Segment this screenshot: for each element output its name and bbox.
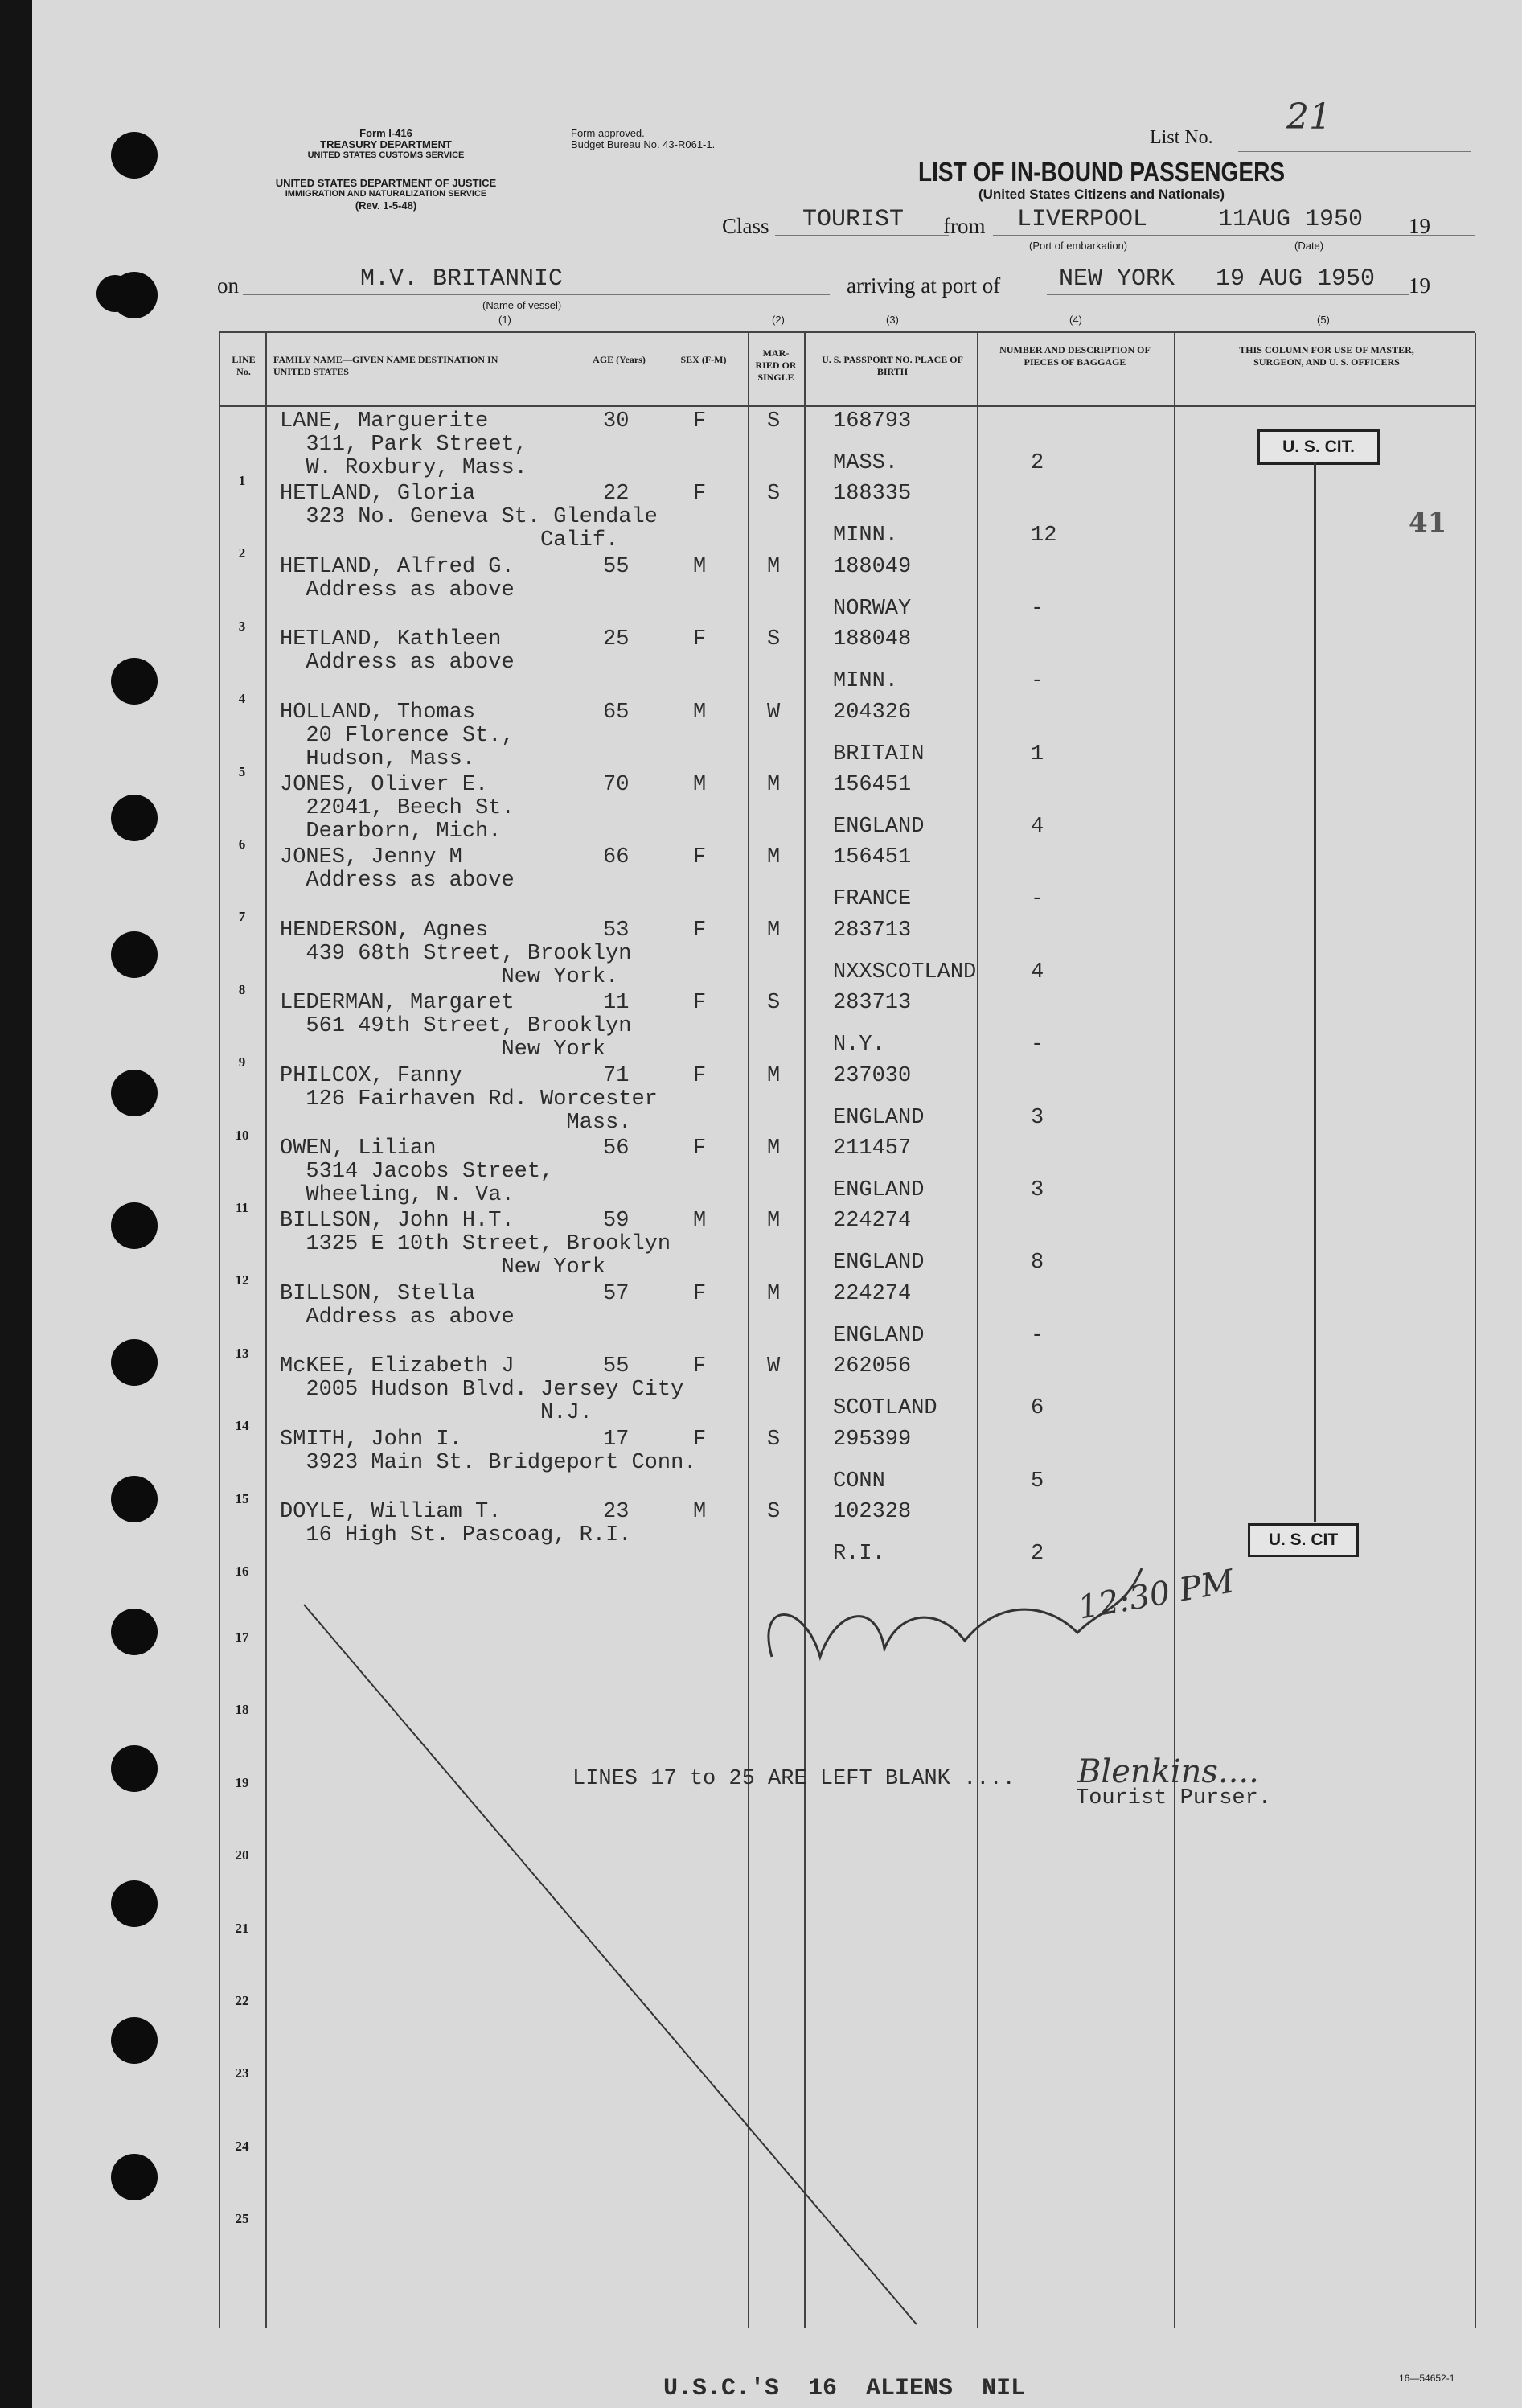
line-number: 5 (238, 763, 246, 779)
line-number: 21 (235, 1920, 249, 1936)
passenger-name: BILLSON, Stella Address as above (280, 1281, 515, 1329)
baggage-count: - (1031, 1033, 1044, 1058)
line-number: 14 (235, 1418, 249, 1434)
passenger-name: LANE, Marguerite 311, Park Street, W. Roxbury, Mass. (280, 409, 527, 480)
passenger-marital: S (767, 627, 781, 652)
header-married: MAR-RIED OR SINGLE (755, 347, 797, 383)
line-number: 19 (235, 1774, 249, 1790)
arriving-label: arriving at port of (847, 273, 1001, 298)
passenger-marital: M (767, 1136, 781, 1161)
passenger-age: 17 (603, 1427, 630, 1452)
place-of-birth: CONN (833, 1469, 885, 1494)
passenger-sex: F (693, 627, 707, 652)
baggage-count: 3 (1031, 1178, 1044, 1202)
line-number: 16 (235, 1564, 249, 1579)
baggage-count: 3 (1031, 1105, 1044, 1130)
dept-treasury: TREASURY DEPARTMENT (320, 138, 452, 150)
col-num-4: (4) (1069, 314, 1082, 326)
passport-number: 211457 (833, 1136, 912, 1161)
cancel-diagonal (32, 0, 1522, 2408)
dept-ins: IMMIGRATION AND NATURALIZATION SERVICE (285, 189, 487, 199)
passenger-age: 55 (603, 1354, 630, 1379)
dept-justice: UNITED STATES DEPARTMENT OF JUSTICE (275, 177, 497, 189)
passenger-age: 11 (603, 991, 630, 1016)
place-of-birth: NXXSCOTLAND (833, 960, 977, 984)
passenger-age: 25 (603, 627, 630, 652)
line-number: 24 (235, 2138, 249, 2154)
passport-number: 204326 (833, 700, 912, 725)
passenger-age: 23 (603, 1500, 630, 1524)
passenger-age: 71 (603, 1063, 630, 1088)
on-label: on (217, 273, 239, 298)
passport-number: 188335 (833, 482, 912, 507)
place-of-birth: MINN. (833, 524, 899, 549)
passenger-name: DOYLE, William T. 16 High St. Pascoag, R.I. (280, 1500, 632, 1547)
passenger-sex: F (693, 845, 707, 870)
passenger-sex: F (693, 1063, 707, 1088)
baggage-count: - (1031, 596, 1044, 621)
passenger-sex: F (693, 409, 707, 434)
passenger-sex: F (693, 1427, 707, 1452)
form-rev: (Rev. 1-5-48) (355, 199, 417, 212)
line-number: 13 (235, 1345, 249, 1361)
passenger-name: HETLAND, Gloria 323 No. Geneva St. Glendale Calif. (280, 482, 658, 553)
passport-number: 224274 (833, 1209, 912, 1234)
header-sex: SEX (F-M) (680, 354, 727, 365)
passenger-sex: F (693, 1354, 707, 1379)
from-year-suffix: 19 (1409, 214, 1430, 238)
line-number: 1 (238, 473, 246, 488)
manifest-sheet (32, 0, 1522, 2408)
passport-number: 188049 (833, 554, 912, 579)
list-subtitle: (United States Citizens and Nationals) (978, 187, 1225, 202)
form-id: Form I-416 (359, 127, 412, 139)
line-number: 8 (238, 981, 246, 997)
passenger-name: JONES, Jenny M Address as above (280, 845, 515, 894)
passenger-sex: F (693, 918, 707, 943)
from-port: LIVERPOOL (1017, 206, 1148, 233)
passenger-age: 66 (603, 845, 630, 870)
passport-number: 295399 (833, 1427, 912, 1452)
list-title: LIST OF IN-BOUND PASSENGERS (917, 157, 1286, 187)
passenger-sex: M (693, 554, 707, 579)
line-number: 7 (238, 909, 246, 925)
line-number: 18 (235, 1702, 249, 1718)
passenger-sex: M (693, 773, 707, 797)
place-of-birth: ENGLAND (833, 1178, 925, 1202)
passenger-age: 22 (603, 482, 630, 507)
passport-number: 102328 (833, 1500, 912, 1524)
passport-number: 283713 (833, 918, 912, 943)
from-date: 11AUG 1950 (1218, 206, 1364, 233)
passenger-marital: M (767, 773, 781, 797)
header-passport: U. S. PASSPORT NO. PLACE OF BIRTH (822, 354, 963, 377)
passenger-marital: M (767, 1281, 781, 1306)
passenger-age: 53 (603, 918, 630, 943)
passenger-name: JONES, Oliver E. 22041, Beech St. Dearborn, Mich. (280, 773, 515, 844)
passport-number: 237030 (833, 1063, 912, 1088)
place-of-birth: ENGLAND (833, 1251, 925, 1276)
line-number: 4 (238, 691, 246, 707)
header-name: FAMILY NAME—GIVEN NAME DESTINATION IN UNITED STATES (273, 354, 498, 377)
passport-number: 188048 (833, 627, 912, 652)
passenger-marital: M (767, 1063, 781, 1088)
passenger-name: OWEN, Lilian 5314 Jacobs Street, Wheeling, N. Va. (280, 1136, 554, 1207)
line-number: 23 (235, 2065, 249, 2081)
us-cit-stamp-bottom: U. S. CIT (1248, 1523, 1359, 1557)
baggage-count: 6 (1031, 1396, 1044, 1421)
side-number: 41 (1409, 507, 1447, 539)
line-number: 20 (235, 1847, 249, 1864)
col-num-3: (3) (886, 314, 899, 326)
baggage-count: 1 (1031, 742, 1044, 766)
passenger-name: HETLAND, Kathleen Address as above (280, 627, 515, 676)
place-of-birth: ENGLAND (833, 1323, 925, 1348)
baggage-count: 2 (1031, 1542, 1044, 1566)
form-code: 16—54652-1 (1399, 2373, 1455, 2384)
passenger-sex: M (693, 700, 707, 725)
passenger-name: BILLSON, John H.T. 1325 E 10th Street, Brooklyn New York (280, 1209, 671, 1280)
passenger-sex: F (693, 991, 707, 1016)
passenger-name: HENDERSON, Agnes 439 68th Street, Brooklyn New York. (280, 918, 632, 989)
passenger-age: 70 (603, 773, 630, 797)
passenger-age: 30 (603, 409, 630, 434)
passenger-marital: W (767, 700, 781, 725)
arrival-date: 19 AUG 1950 (1216, 265, 1376, 293)
form-approved: Form approved. (571, 127, 645, 139)
us-cit-stamp-top: U. S. CIT. (1257, 429, 1380, 465)
place-of-birth: BRITAIN (833, 742, 925, 766)
passport-number: 168793 (833, 409, 912, 434)
passenger-marital: S (767, 1427, 781, 1452)
header-line-no: LINE No. (232, 354, 256, 377)
baggage-count: 8 (1031, 1251, 1044, 1276)
line-number: 3 (238, 618, 246, 634)
passenger-sex: F (693, 1136, 707, 1161)
baggage-count: 4 (1031, 815, 1044, 839)
place-of-birth: ENGLAND (833, 1105, 925, 1130)
passenger-marital: S (767, 409, 781, 434)
port-embarkation-label: (Port of embarkation) (1029, 240, 1128, 252)
baggage-count: 2 (1031, 451, 1044, 475)
purser-title: Tourist Purser. (1076, 1786, 1272, 1810)
bottom-stamp: U.S.C.'S 16 ALIENS NIL (663, 2375, 1026, 2402)
passenger-sex: F (693, 482, 707, 507)
baggage-count: 12 (1031, 524, 1057, 549)
line-number: 9 (238, 1054, 246, 1070)
arrival-port: NEW YORK (1059, 265, 1175, 293)
passport-number: 224274 (833, 1281, 912, 1306)
passenger-age: 56 (603, 1136, 630, 1161)
place-of-birth: NORWAY (833, 596, 912, 621)
passenger-marital: M (767, 918, 781, 943)
list-no-label: List No. (1150, 127, 1213, 148)
passenger-sex: F (693, 1281, 707, 1306)
line-number: 15 (235, 1490, 249, 1506)
baggage-count: - (1031, 669, 1044, 694)
passenger-age: 57 (603, 1281, 630, 1306)
baggage-count: - (1031, 1323, 1044, 1348)
line-number: 22 (235, 1993, 249, 2008)
budget-bureau: Budget Bureau No. 43-R061-1. (571, 138, 716, 150)
passenger-age: 65 (603, 700, 630, 725)
passport-number: 156451 (833, 845, 912, 870)
passenger-name: HETLAND, Alfred G. Address as above (280, 554, 515, 602)
passenger-sex: M (693, 1500, 707, 1524)
time-note: 12:30 PM (1075, 1563, 1237, 1627)
col-num-2: (2) (772, 314, 785, 326)
passenger-marital: S (767, 482, 781, 507)
header-remarks: THIS COLUMN FOR USE OF MASTER, SURGEON, AND U. S. OFFICERS (1239, 344, 1414, 368)
vessel-label: (Name of vessel) (482, 299, 562, 311)
line-number: 11 (235, 1200, 249, 1215)
diagonal-strike (304, 1605, 917, 2324)
passenger-name: SMITH, John I. 3923 Main St. Bridgeport Conn. (280, 1427, 697, 1475)
place-of-birth: MINN. (833, 669, 899, 694)
line-number: 12 (235, 1272, 249, 1288)
vessel-name: M.V. BRITANNIC (360, 265, 564, 293)
place-of-birth: FRANCE (833, 887, 912, 912)
arrival-year-suffix: 19 (1409, 273, 1430, 298)
passenger-age: 59 (603, 1209, 630, 1234)
passenger-sex: M (693, 1209, 707, 1234)
passenger-name: PHILCOX, Fanny 126 Fairhaven Rd. Worcester Mass. (280, 1063, 658, 1135)
date-label: (Date) (1294, 240, 1324, 252)
purser-signature: Blenkins.... (1077, 1753, 1259, 1790)
passenger-name: LEDERMAN, Margaret 561 49th Street, Brooklyn New York (280, 991, 632, 1062)
line-number: 17 (235, 1629, 249, 1645)
from-label: from (943, 214, 986, 238)
header-age: AGE (Years) (593, 354, 646, 365)
line-number: 6 (238, 836, 246, 852)
passenger-name: McKEE, Elizabeth J 2005 Hudson Blvd. Jersey City N.J. (280, 1354, 684, 1426)
class-value: TOURIST (802, 206, 905, 233)
passenger-marital: M (767, 845, 781, 870)
place-of-birth: N.Y. (833, 1033, 885, 1058)
passenger-age: 55 (603, 554, 630, 579)
col-num-5: (5) (1317, 314, 1330, 326)
passport-number: 156451 (833, 773, 912, 797)
passenger-name: HOLLAND, Thomas 20 Florence St., Hudson, Mass. (280, 700, 515, 771)
line-number: 25 (235, 2211, 249, 2227)
baggage-count: 4 (1031, 960, 1044, 984)
passenger-marital: M (767, 554, 781, 579)
list-no-value: 21 (1286, 97, 1331, 138)
baggage-count: 5 (1031, 1469, 1044, 1494)
line-number: 10 (235, 1127, 249, 1143)
line-number: 2 (238, 545, 246, 561)
passenger-marital: W (767, 1354, 781, 1379)
passport-number: 262056 (833, 1354, 912, 1379)
blank-lines-note: LINES 17 to 25 ARE LEFT BLANK .... (572, 1767, 1015, 1791)
passenger-marital: M (767, 1209, 781, 1234)
place-of-birth: MASS. (833, 451, 899, 475)
passenger-marital: S (767, 991, 781, 1016)
baggage-count: - (1031, 887, 1044, 912)
header-baggage: NUMBER AND DESCRIPTION OF PIECES OF BAGGAGE (999, 344, 1151, 368)
dept-customs: UNITED STATES CUSTOMS SERVICE (307, 150, 465, 160)
place-of-birth: R.I. (833, 1542, 885, 1566)
place-of-birth: SCOTLAND (833, 1396, 937, 1421)
passenger-marital: S (767, 1500, 781, 1524)
place-of-birth: ENGLAND (833, 815, 925, 839)
passport-number: 283713 (833, 991, 912, 1016)
class-label: Class (722, 214, 769, 238)
col-num-1: (1) (498, 314, 511, 326)
